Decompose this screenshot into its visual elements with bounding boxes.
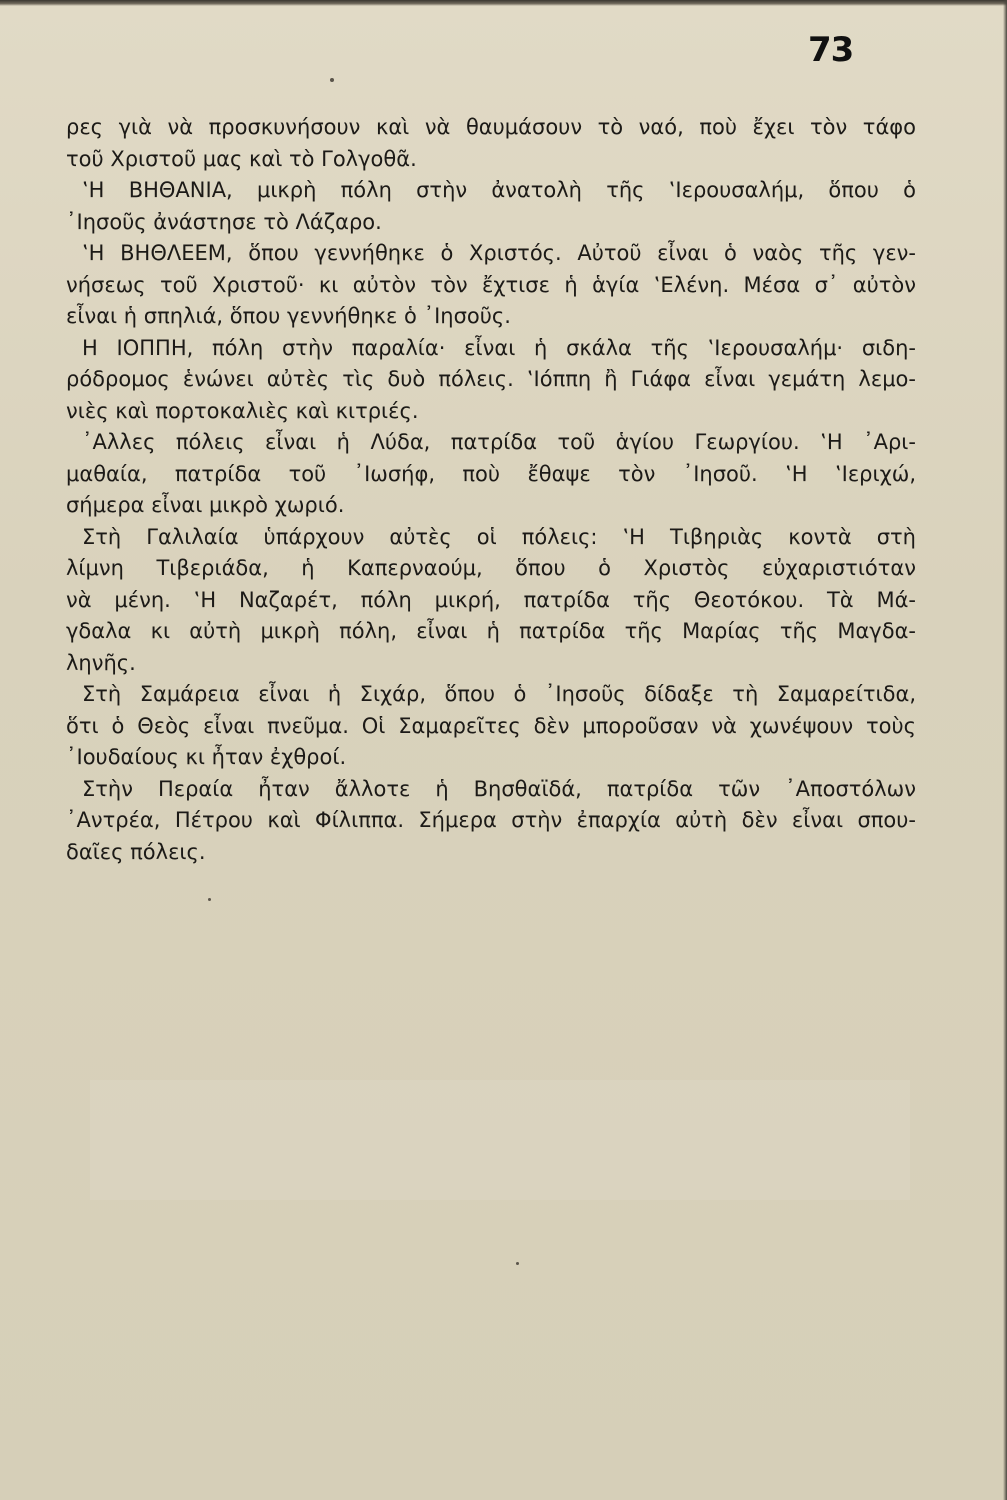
text-line: ‛Η ΒΗΘΑΝΙΑ, μικρὴ πόλη στὴν ἀνατολὴ τῆς ‛Ιερουσαλήμ, ὅπου ὁ	[82, 178, 916, 202]
text-line: ὅτι ὁ Θεὸς εἶναι πνεῦμα. Οἱ Σαμαρεῖτες δὲν μποροῦσαν νὰ χωνέψουν τοὺς	[66, 713, 916, 738]
text-line: Η ΙΟΠΠΗ, πόλη στὴν παραλία· εἶναι ἡ σκάλα τῆς ‛Ιερουσαλήμ· σιδη-	[82, 335, 916, 360]
text-line: ᾿Ιουδαίους κι ἦταν ἐχθροί.	[66, 745, 347, 769]
text-line: ρες γιὰ νὰ προσκυνήσουν καὶ νὰ θαυμάσουν τὸ ναό, ποὺ ἔχει τὸν τάφο	[66, 115, 916, 139]
page-right-shadow	[1003, 0, 1007, 1500]
text-line: Στὴν Περαία ἦταν ἄλλοτε ἡ Βησθαϊδά, πατρίδα τῶν ᾿Αποστόλων	[82, 776, 916, 801]
text-line: Στὴ Γαλιλαία ὑπάρχουν αὐτὲς οἱ πόλεις: ‛Η Τιβηριὰς κοντὰ στὴ	[82, 524, 916, 549]
text-line: ρόδρομος ἑνώνει αὐτὲς τὶς δυὸ πόλεις. ‛Ιόππη ἢ Γιάφα εἶναι γεμάτη λεμο-	[66, 367, 916, 391]
text-line: νιὲς καὶ πορτοκαλιὲς καὶ κιτριές.	[66, 398, 419, 423]
paper-speck	[208, 898, 211, 901]
text-line: ‛Η ΒΗΘΛΕΕΜ, ὅπου γεννήθηκε ὁ Χριστός. Αὐτοῦ εἶναι ὁ ναὸς τῆς γεν-	[82, 241, 916, 265]
body-text	[66, 112, 916, 868]
text-line: Στὴ Σαμάρεια εἶναι ἡ Σιχάρ, ὅπου ὁ ᾿Ιησοῦς δίδαξε τὴ Σαμαρείτιδα,	[82, 682, 916, 706]
text-line: γδαλα κι αὐτὴ μικρὴ πόλη, εἶναι ἡ πατρίδα τῆς Μαρίας τῆς Μαγδα-	[66, 619, 916, 643]
text-line: ᾿Αντρέα, Πέτρου καὶ Φίλιππα. Σήμερα στὴν ἐπαρχία αὐτὴ δὲν εἶναι σπου-	[66, 808, 916, 832]
paper-speck	[330, 78, 334, 82]
text-line: λίμνη Τιβεριάδα, ἡ Καπερναούμ, ὅπου ὁ Χριστὸς εὐχαριστιόταν	[66, 556, 916, 580]
paper-speck	[516, 1262, 519, 1265]
text-line: νὰ μένη. ‛Η Ναζαρέτ, πόλη μικρή, πατρίδα τῆς Θεοτόκου. Τὰ Μά-	[66, 587, 916, 612]
text-line: τοῦ Χριστοῦ μας καὶ τὸ Γολγοθᾶ.	[66, 146, 417, 171]
page-number: 73	[808, 30, 854, 70]
text-line: σήμερα εἶναι μικρὸ χωριό.	[66, 493, 345, 517]
text-line: εἶναι ἡ σπηλιά, ὅπου γεννήθηκε ὁ ᾿Ιησοῦς.	[66, 304, 511, 328]
text-line: ληνῆς.	[66, 650, 136, 675]
text-line: μαθαία, πατρίδα τοῦ ᾿Ιωσήφ, ποὺ ἔθαψε τὸν ᾿Ιησοῦ. ‛Η ‛Ιεριχώ,	[66, 461, 916, 486]
page-top-shadow	[0, 0, 1007, 6]
text-line: δαῖες πόλεις.	[66, 839, 206, 864]
text-line: νήσεως τοῦ Χριστοῦ· κι αὐτὸν τὸν ἔχτισε ἡ ἁγία ‛Ελένη. Μέσα σ᾿ αὐτὸν	[66, 272, 916, 297]
faded-area	[90, 1080, 910, 1200]
text-line: ᾿Αλλες πόλεις εἶναι ἡ Λύδα, πατρίδα τοῦ ἁγίου Γεωργίου. ‛Η ᾿Αρι-	[82, 430, 916, 454]
text-line: ᾿Ιησοῦς ἀνάστησε τὸ Λάζαρο.	[66, 209, 382, 234]
